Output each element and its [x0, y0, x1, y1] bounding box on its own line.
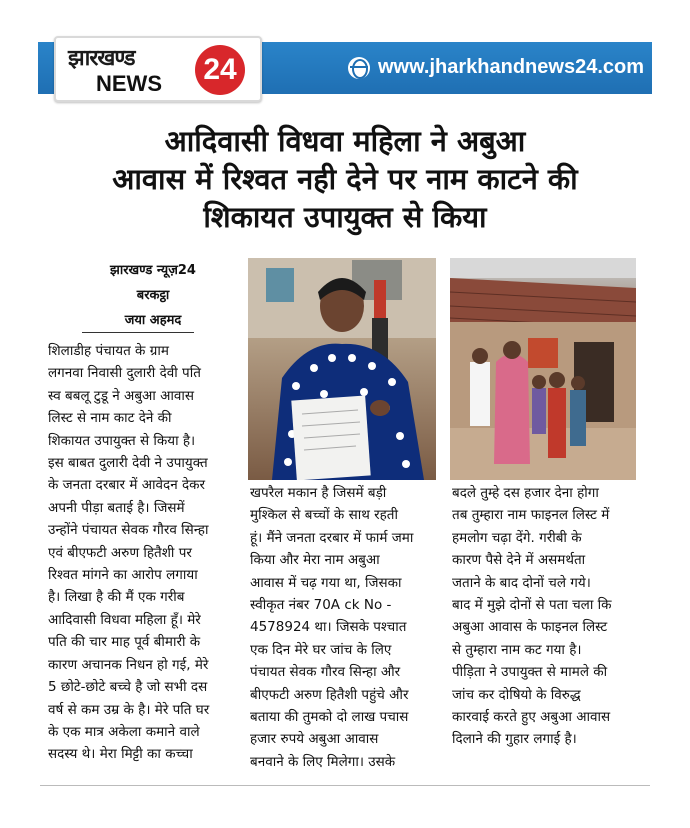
- article-line: 4578924 था। जिसके पश्चात: [250, 619, 407, 636]
- photo-woman-with-document: [248, 258, 436, 480]
- article-line: हजार रुपये अबुआ आवास: [250, 731, 379, 748]
- photo-family-illustration: [450, 258, 636, 480]
- website-link[interactable]: www.jharkhandnews24.com: [378, 56, 645, 78]
- article-line: अबुआ आवास के फाइनल लिस्ट: [452, 619, 608, 636]
- bottom-divider: [40, 785, 650, 786]
- article-line: सदस्य थे। मेरा मिट्टी का कच्चा: [48, 746, 193, 763]
- logo-24-badge: 24: [195, 45, 245, 95]
- byline-place: बरकट्ठा: [136, 288, 170, 303]
- article-line: लगनवा निवासी दुलारी देवी पति: [48, 365, 201, 382]
- article-line: रिश्वत मांगने का आरोप लगाया: [48, 567, 198, 584]
- article-line: जांच कर दोषियो के विरुद्ध: [452, 686, 581, 703]
- article-line: हमलोग चढ़ा देंगे. गरीबी के: [452, 529, 582, 546]
- headline-line: आवास में रिश्वत नही देने पर नाम काटने की: [112, 162, 578, 196]
- article-line: वर्ष से कम उम्र के है। मेरे पति घर: [48, 701, 210, 718]
- article-line: बताया की तुमको दो लाख पचास: [250, 709, 409, 726]
- article-line: स्वीकृत नंबर 70A ck No -: [250, 597, 392, 614]
- article-line: बनवाने के लिए मिलेगा। उसके: [250, 753, 396, 770]
- article-column-3: [452, 482, 642, 751]
- article-line: मुश्किल से बच्चों के साथ रहती: [250, 507, 398, 524]
- article-line: आदिवासी विधवा महिला हूँ। मेरे: [48, 611, 201, 628]
- article-column-1: [48, 340, 240, 766]
- photo-woman-illustration: [248, 258, 436, 480]
- article-line: लिस्ट से नाम काट देने की: [48, 410, 172, 427]
- byline-source: झारखण्ड न्यूज़24: [110, 263, 196, 278]
- article-line: अपनी पीड़ा बताई है। जिसमें: [48, 499, 185, 516]
- headline-line: शिकायत उपायुक्त से किया: [203, 200, 487, 234]
- article-line: से तुम्हारा नाम कट गया है।: [452, 641, 582, 658]
- photo-family-at-house: [450, 258, 636, 480]
- headline: [40, 122, 650, 236]
- article-line: बाद में मुझे दोनों से पता चला कि: [452, 597, 612, 614]
- article-line: कारण पैसे देने में असमर्थता: [452, 552, 586, 569]
- article-line: आवास में चढ़ गया था, जिसका: [250, 574, 402, 591]
- byline-author: जया अहमद: [124, 313, 182, 328]
- article-line: है। लिखा है की मैं एक गरीब: [48, 589, 185, 606]
- article-line: कारवाई करते हुए अबुआ आवास: [452, 709, 611, 726]
- article-line: एक दिन मेरे घर जांच के लिए: [250, 641, 392, 658]
- article-line: किया और मेरा नाम अबुआ: [250, 552, 380, 569]
- byline-divider: [82, 332, 194, 333]
- logo-hindi-text: झारखण्ड: [68, 46, 135, 71]
- article-line: एवं बीएफटी अरुण हितैशी पर: [48, 544, 192, 561]
- article-line: जताने के बाद दोनों चले गये।: [452, 574, 591, 591]
- site-logo[interactable]: [54, 36, 262, 102]
- article-line: 5 छोटे-छोटे बच्चे है जो सभी दस: [48, 679, 208, 696]
- article-line: के जनता दरबार में आवेदन देकर: [48, 477, 206, 494]
- article-line: इस बाबत दुलारी देवी ने उपायुक्त: [48, 455, 208, 472]
- article-line: स्व बबलू टुडू ने अबुआ आवास: [48, 387, 195, 404]
- byline: [78, 258, 228, 333]
- article-line: उन्होंने पंचायत सेवक गौरव सिन्हा: [48, 522, 209, 539]
- logo-news-text: NEWS: [96, 71, 162, 96]
- article-line: दिलाने की गुहार लगाई है।: [452, 731, 577, 748]
- article-line: हूं। मैंने जनता दरबार में फार्म जमा: [250, 529, 414, 546]
- article-line: तब तुम्हारा नाम फाइनल लिस्ट में: [452, 507, 610, 524]
- headline-line: आदिवासी विधवा महिला ने अबुआ: [164, 124, 526, 158]
- article-line: पीड़िता ने उपायुक्त से मामले की: [452, 664, 608, 681]
- article-line: पति की चार माह पूर्व बीमारी के: [48, 634, 201, 651]
- article-line: के एक मात्र अकेला कमाने वाले: [48, 723, 200, 740]
- article-line: बीएफटी अरुण हितैशी पहुंचे और: [250, 686, 409, 703]
- article-line: शिलाडीह पंचायत के ग्राम: [48, 343, 169, 359]
- article-line: खपरैल मकान है जिसमें बड़ी: [250, 485, 387, 501]
- article-line: शिकायत उपायुक्त से किया है।: [48, 432, 196, 449]
- article-column-2: [250, 482, 440, 773]
- article-line: बदले तुम्हे दस हजार देना होगा: [452, 485, 599, 501]
- article-line: पंचायत सेवक गौरव सिन्हा और: [250, 664, 401, 681]
- globe-icon: [348, 57, 370, 79]
- article-line: कारण अचानक निधन हो गई, मेरे: [48, 656, 209, 673]
